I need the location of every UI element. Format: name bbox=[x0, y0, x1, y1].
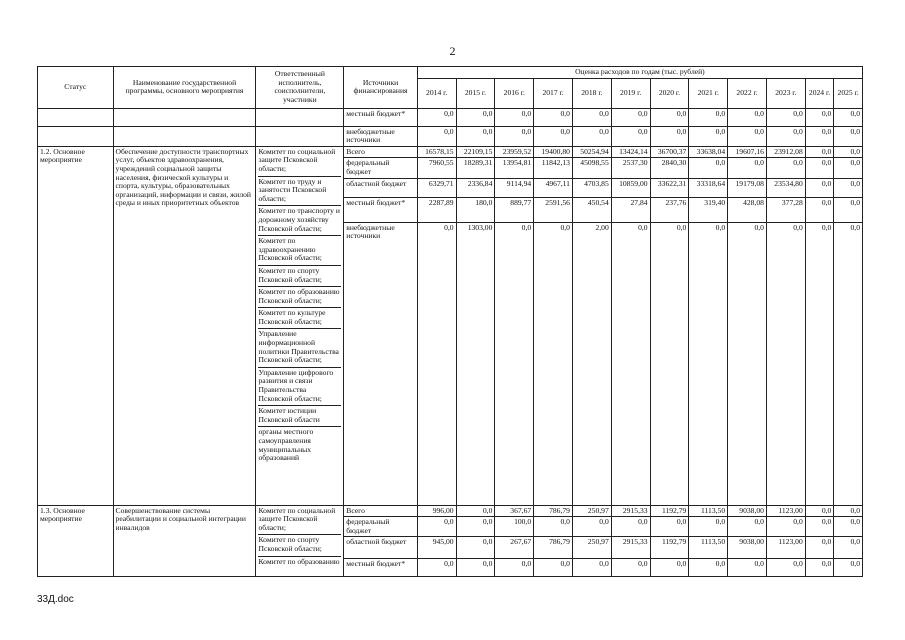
value-cell: 0,0 bbox=[766, 158, 805, 178]
value-cell: 0,0 bbox=[834, 158, 863, 178]
value-cell: 267,67 bbox=[495, 537, 534, 559]
value-cell: 0,0 bbox=[805, 158, 834, 178]
value-cell: 23912,08 bbox=[766, 146, 805, 158]
value-cell: 0,0 bbox=[456, 537, 495, 559]
value-cell: 0,0 bbox=[728, 126, 767, 146]
value-cell: 0,0 bbox=[534, 222, 573, 505]
program-name-cell: Обеспечение доступности транспортных услуг, объектов здравоохранения, учреждений социальной защиты населения, физической культуры и спорта, культуры, образовательных организаций, информации и связи, жилой среды и иных приоритетных объектов bbox=[113, 146, 256, 505]
value-cell: 2537,30 bbox=[611, 158, 650, 178]
value-cell: 45098,55 bbox=[572, 158, 611, 178]
name-cell-empty bbox=[113, 126, 256, 146]
value-cell: 0,0 bbox=[495, 559, 534, 577]
value-cell: 0,0 bbox=[417, 559, 456, 577]
status-cell: 1.2. Основное мероприятие bbox=[38, 146, 114, 505]
executor-item: органы местного самоуправления муниципальных образований bbox=[258, 427, 314, 463]
table-row bbox=[38, 146, 863, 158]
value-cell: 19179,08 bbox=[728, 178, 767, 197]
source-cell: местный бюджет* bbox=[344, 108, 418, 126]
value-cell: 9114,94 bbox=[495, 178, 534, 197]
value-cell: 50254,94 bbox=[572, 146, 611, 158]
value-cell: 11842,13 bbox=[534, 158, 573, 178]
value-cell: 0,0 bbox=[728, 108, 767, 126]
value-cell: 0,0 bbox=[534, 517, 573, 537]
value-cell: 0,0 bbox=[766, 517, 805, 537]
value-cell: 33622,31 bbox=[650, 178, 689, 197]
value-cell: 1123,00 bbox=[766, 537, 805, 559]
value-cell: 0,0 bbox=[834, 505, 863, 517]
value-cell: 1113,50 bbox=[689, 537, 728, 559]
value-cell: 13424,14 bbox=[611, 146, 650, 158]
source-cell: местный бюджет* bbox=[344, 559, 418, 577]
value-cell: 27,84 bbox=[611, 197, 650, 222]
value-cell: 2591,56 bbox=[534, 197, 573, 222]
value-cell: 450,54 bbox=[572, 197, 611, 222]
value-cell: 0,0 bbox=[572, 517, 611, 537]
value-cell: 13954,81 bbox=[495, 158, 534, 178]
value-cell: 0,0 bbox=[689, 158, 728, 178]
value-cell: 237,76 bbox=[650, 197, 689, 222]
header-year: 2015 г. bbox=[456, 78, 495, 108]
value-cell: 0,0 bbox=[834, 559, 863, 577]
table-row bbox=[38, 126, 863, 146]
value-cell: 0,0 bbox=[805, 197, 834, 222]
value-cell: 0,0 bbox=[834, 537, 863, 559]
value-cell: 0,0 bbox=[650, 126, 689, 146]
value-cell: 0,0 bbox=[834, 222, 863, 505]
value-cell: 367,67 bbox=[495, 505, 534, 517]
value-cell: 0,0 bbox=[534, 108, 573, 126]
value-cell: 0,0 bbox=[766, 108, 805, 126]
value-cell: 0,0 bbox=[805, 537, 834, 559]
source-cell: федеральный бюджет bbox=[344, 517, 418, 537]
value-cell: 2336,84 bbox=[456, 178, 495, 197]
executor-item: Комитет по социальной защите Псковской области; bbox=[258, 506, 341, 536]
value-cell: 23959,52 bbox=[495, 146, 534, 158]
value-cell: 0,0 bbox=[456, 108, 495, 126]
executor-item: Комитет по социальной защите Псковской области; bbox=[258, 147, 341, 177]
value-cell: 0,0 bbox=[834, 146, 863, 158]
value-cell: 0,0 bbox=[417, 517, 456, 537]
value-cell: 945,00 bbox=[417, 537, 456, 559]
footer-filename: 33Д.doc bbox=[37, 594, 74, 605]
value-cell: 0,0 bbox=[689, 222, 728, 505]
value-cell: 180,0 bbox=[456, 197, 495, 222]
value-cell: 4967,11 bbox=[534, 178, 573, 197]
value-cell: 0,0 bbox=[805, 517, 834, 537]
value-cell: 0,0 bbox=[689, 517, 728, 537]
value-cell: 2840,30 bbox=[650, 158, 689, 178]
value-cell: 0,0 bbox=[534, 559, 573, 577]
expenditure-table bbox=[37, 66, 863, 577]
executor-item: Комитет по образованию Псковской области; bbox=[258, 287, 341, 308]
value-cell: 18289,31 bbox=[456, 158, 495, 178]
source-cell: Всего bbox=[344, 146, 418, 158]
header-name: Наименование государственной программы, основного мероприятия bbox=[113, 67, 256, 109]
value-cell: 2915,33 bbox=[611, 505, 650, 517]
value-cell: 19400,80 bbox=[534, 146, 573, 158]
value-cell: 100,0 bbox=[495, 517, 534, 537]
value-cell: 0,0 bbox=[417, 222, 456, 505]
value-cell: 0,0 bbox=[495, 126, 534, 146]
value-cell: 0,0 bbox=[611, 126, 650, 146]
value-cell: 0,0 bbox=[728, 158, 767, 178]
header-year: 2025 г. bbox=[834, 78, 863, 108]
value-cell: 0,0 bbox=[728, 559, 767, 577]
header-year: 2016 г. bbox=[495, 78, 534, 108]
value-cell: 250,97 bbox=[572, 505, 611, 517]
value-cell: 0,0 bbox=[805, 559, 834, 577]
value-cell: 9038,00 bbox=[728, 537, 767, 559]
value-cell: 786,79 bbox=[534, 537, 573, 559]
value-cell: 0,0 bbox=[495, 108, 534, 126]
executor-item: Комитет по труду и занятости Псковской области; bbox=[258, 177, 341, 207]
program-name-cell: Совершенствование системы реабилитации и социальной интеграции инвалидов bbox=[113, 505, 256, 577]
executors-cell bbox=[256, 505, 344, 577]
value-cell: 0,0 bbox=[728, 517, 767, 537]
value-cell: 1113,50 bbox=[689, 505, 728, 517]
executor-item: Комитет по спорту Псковской области; bbox=[258, 535, 341, 556]
value-cell: 19607,16 bbox=[728, 146, 767, 158]
value-cell: 0,0 bbox=[689, 559, 728, 577]
status-cell: 1.3. Основное мероприятие bbox=[38, 505, 114, 577]
source-cell: Всего bbox=[344, 505, 418, 517]
value-cell: 0,0 bbox=[689, 108, 728, 126]
value-cell: 16578,15 bbox=[417, 146, 456, 158]
value-cell: 0,0 bbox=[650, 222, 689, 505]
value-cell: 0,0 bbox=[805, 126, 834, 146]
header-year: 2017 г. bbox=[534, 78, 573, 108]
value-cell: 1192,79 bbox=[650, 505, 689, 517]
header-executor: Ответственный исполнитель, соисполнители, участники bbox=[256, 67, 344, 109]
executor-item: Комитет по здравоохранению Псковской области; bbox=[258, 236, 341, 266]
header-year: 2020 г. bbox=[650, 78, 689, 108]
value-cell: 0,0 bbox=[650, 559, 689, 577]
executor-item: Управление информационной политики Правительства Псковской области; bbox=[258, 329, 341, 367]
value-cell: 0,0 bbox=[805, 178, 834, 197]
value-cell: 428,08 bbox=[728, 197, 767, 222]
header-year: 2023 г. bbox=[766, 78, 805, 108]
value-cell: 0,0 bbox=[650, 108, 689, 126]
source-cell: областной бюджет bbox=[344, 537, 418, 559]
status-cell-empty bbox=[38, 126, 114, 146]
value-cell: 2915,33 bbox=[611, 537, 650, 559]
value-cell: 250,97 bbox=[572, 537, 611, 559]
value-cell: 0,0 bbox=[611, 559, 650, 577]
value-cell: 0,0 bbox=[611, 108, 650, 126]
value-cell: 0,0 bbox=[766, 559, 805, 577]
value-cell: 23534,80 bbox=[766, 178, 805, 197]
value-cell: 0,0 bbox=[572, 559, 611, 577]
value-cell: 377,28 bbox=[766, 197, 805, 222]
value-cell: 0,0 bbox=[534, 126, 573, 146]
value-cell: 0,0 bbox=[834, 197, 863, 222]
executor-item: Управление цифрового развития и связи Правительства Псковской области; bbox=[258, 368, 341, 406]
value-cell: 889,77 bbox=[495, 197, 534, 222]
executor-cell-empty bbox=[256, 126, 344, 146]
executor-item: Комитет по культуре Псковской области; bbox=[258, 308, 341, 329]
header-year: 2021 г. bbox=[689, 78, 728, 108]
value-cell: 0,0 bbox=[611, 517, 650, 537]
value-cell: 7960,55 bbox=[417, 158, 456, 178]
value-cell: 22109,15 bbox=[456, 146, 495, 158]
value-cell: 0,0 bbox=[456, 559, 495, 577]
value-cell: 0,0 bbox=[805, 505, 834, 517]
page-number: 2 bbox=[449, 44, 456, 58]
value-cell: 1303,00 bbox=[456, 222, 495, 505]
value-cell: 0,0 bbox=[456, 517, 495, 537]
source-cell: внебюджетные источники bbox=[344, 222, 418, 505]
value-cell: 0,0 bbox=[834, 126, 863, 146]
value-cell: 0,0 bbox=[572, 108, 611, 126]
value-cell: 2,00 bbox=[572, 222, 611, 505]
value-cell: 0,0 bbox=[417, 108, 456, 126]
value-cell: 0,0 bbox=[611, 222, 650, 505]
table-row bbox=[38, 108, 863, 126]
value-cell: 33638,04 bbox=[689, 146, 728, 158]
name-cell-empty bbox=[113, 108, 256, 126]
executor-item: Комитет по транспорту и дорожному хозяйству Псковской области; bbox=[258, 206, 341, 236]
value-cell: 36700,37 bbox=[650, 146, 689, 158]
header-sources: Источники финансирования bbox=[344, 67, 418, 109]
header-year: 2019 г. bbox=[611, 78, 650, 108]
executor-item: Комитет по спорту Псковской области; bbox=[258, 266, 341, 287]
value-cell: 10859,00 bbox=[611, 178, 650, 197]
value-cell: 0,0 bbox=[805, 222, 834, 505]
source-cell: внебюджетные источники bbox=[344, 126, 418, 146]
executor-item: Комитет по образованию bbox=[258, 556, 340, 566]
value-cell: 0,0 bbox=[805, 146, 834, 158]
value-cell: 0,0 bbox=[572, 126, 611, 146]
header-year: 2018 г. bbox=[572, 78, 611, 108]
value-cell: 786,79 bbox=[534, 505, 573, 517]
value-cell: 9038,00 bbox=[728, 505, 767, 517]
header-status: Статус bbox=[38, 67, 114, 109]
header-year: 2022 г. bbox=[728, 78, 767, 108]
value-cell: 0,0 bbox=[834, 517, 863, 537]
value-cell: 0,0 bbox=[766, 126, 805, 146]
value-cell: 0,0 bbox=[417, 126, 456, 146]
source-cell: областной бюджет bbox=[344, 178, 418, 197]
value-cell: 0,0 bbox=[456, 505, 495, 517]
value-cell: 0,0 bbox=[834, 108, 863, 126]
table-row bbox=[38, 505, 863, 517]
value-cell: 996,00 bbox=[417, 505, 456, 517]
value-cell: 0,0 bbox=[495, 222, 534, 505]
executors-cell bbox=[256, 146, 344, 505]
value-cell: 0,0 bbox=[456, 126, 495, 146]
value-cell: 0,0 bbox=[805, 108, 834, 126]
header-year: 2024 г. bbox=[805, 78, 834, 108]
executor-item: Комитет юстиции Псковской области bbox=[258, 406, 341, 427]
value-cell: 0,0 bbox=[766, 222, 805, 505]
value-cell: 4703,85 bbox=[572, 178, 611, 197]
value-cell: 0,0 bbox=[689, 126, 728, 146]
source-cell: местный бюджет* bbox=[344, 197, 418, 222]
value-cell: 319,40 bbox=[689, 197, 728, 222]
source-cell: федеральный бюджет bbox=[344, 158, 418, 178]
value-cell: 1123,00 bbox=[766, 505, 805, 517]
value-cell: 0,0 bbox=[728, 222, 767, 505]
value-cell: 1192,79 bbox=[650, 537, 689, 559]
value-cell: 0,0 bbox=[834, 178, 863, 197]
value-cell: 33318,64 bbox=[689, 178, 728, 197]
header-year: 2014 г. bbox=[417, 78, 456, 108]
header-estimate: Оценка расходов по годам (тыс. рублей) bbox=[417, 67, 862, 79]
executor-cell-empty bbox=[256, 108, 344, 126]
status-cell-empty bbox=[38, 108, 114, 126]
value-cell: 6329,71 bbox=[417, 178, 456, 197]
value-cell: 2287,89 bbox=[417, 197, 456, 222]
value-cell: 0,0 bbox=[650, 517, 689, 537]
